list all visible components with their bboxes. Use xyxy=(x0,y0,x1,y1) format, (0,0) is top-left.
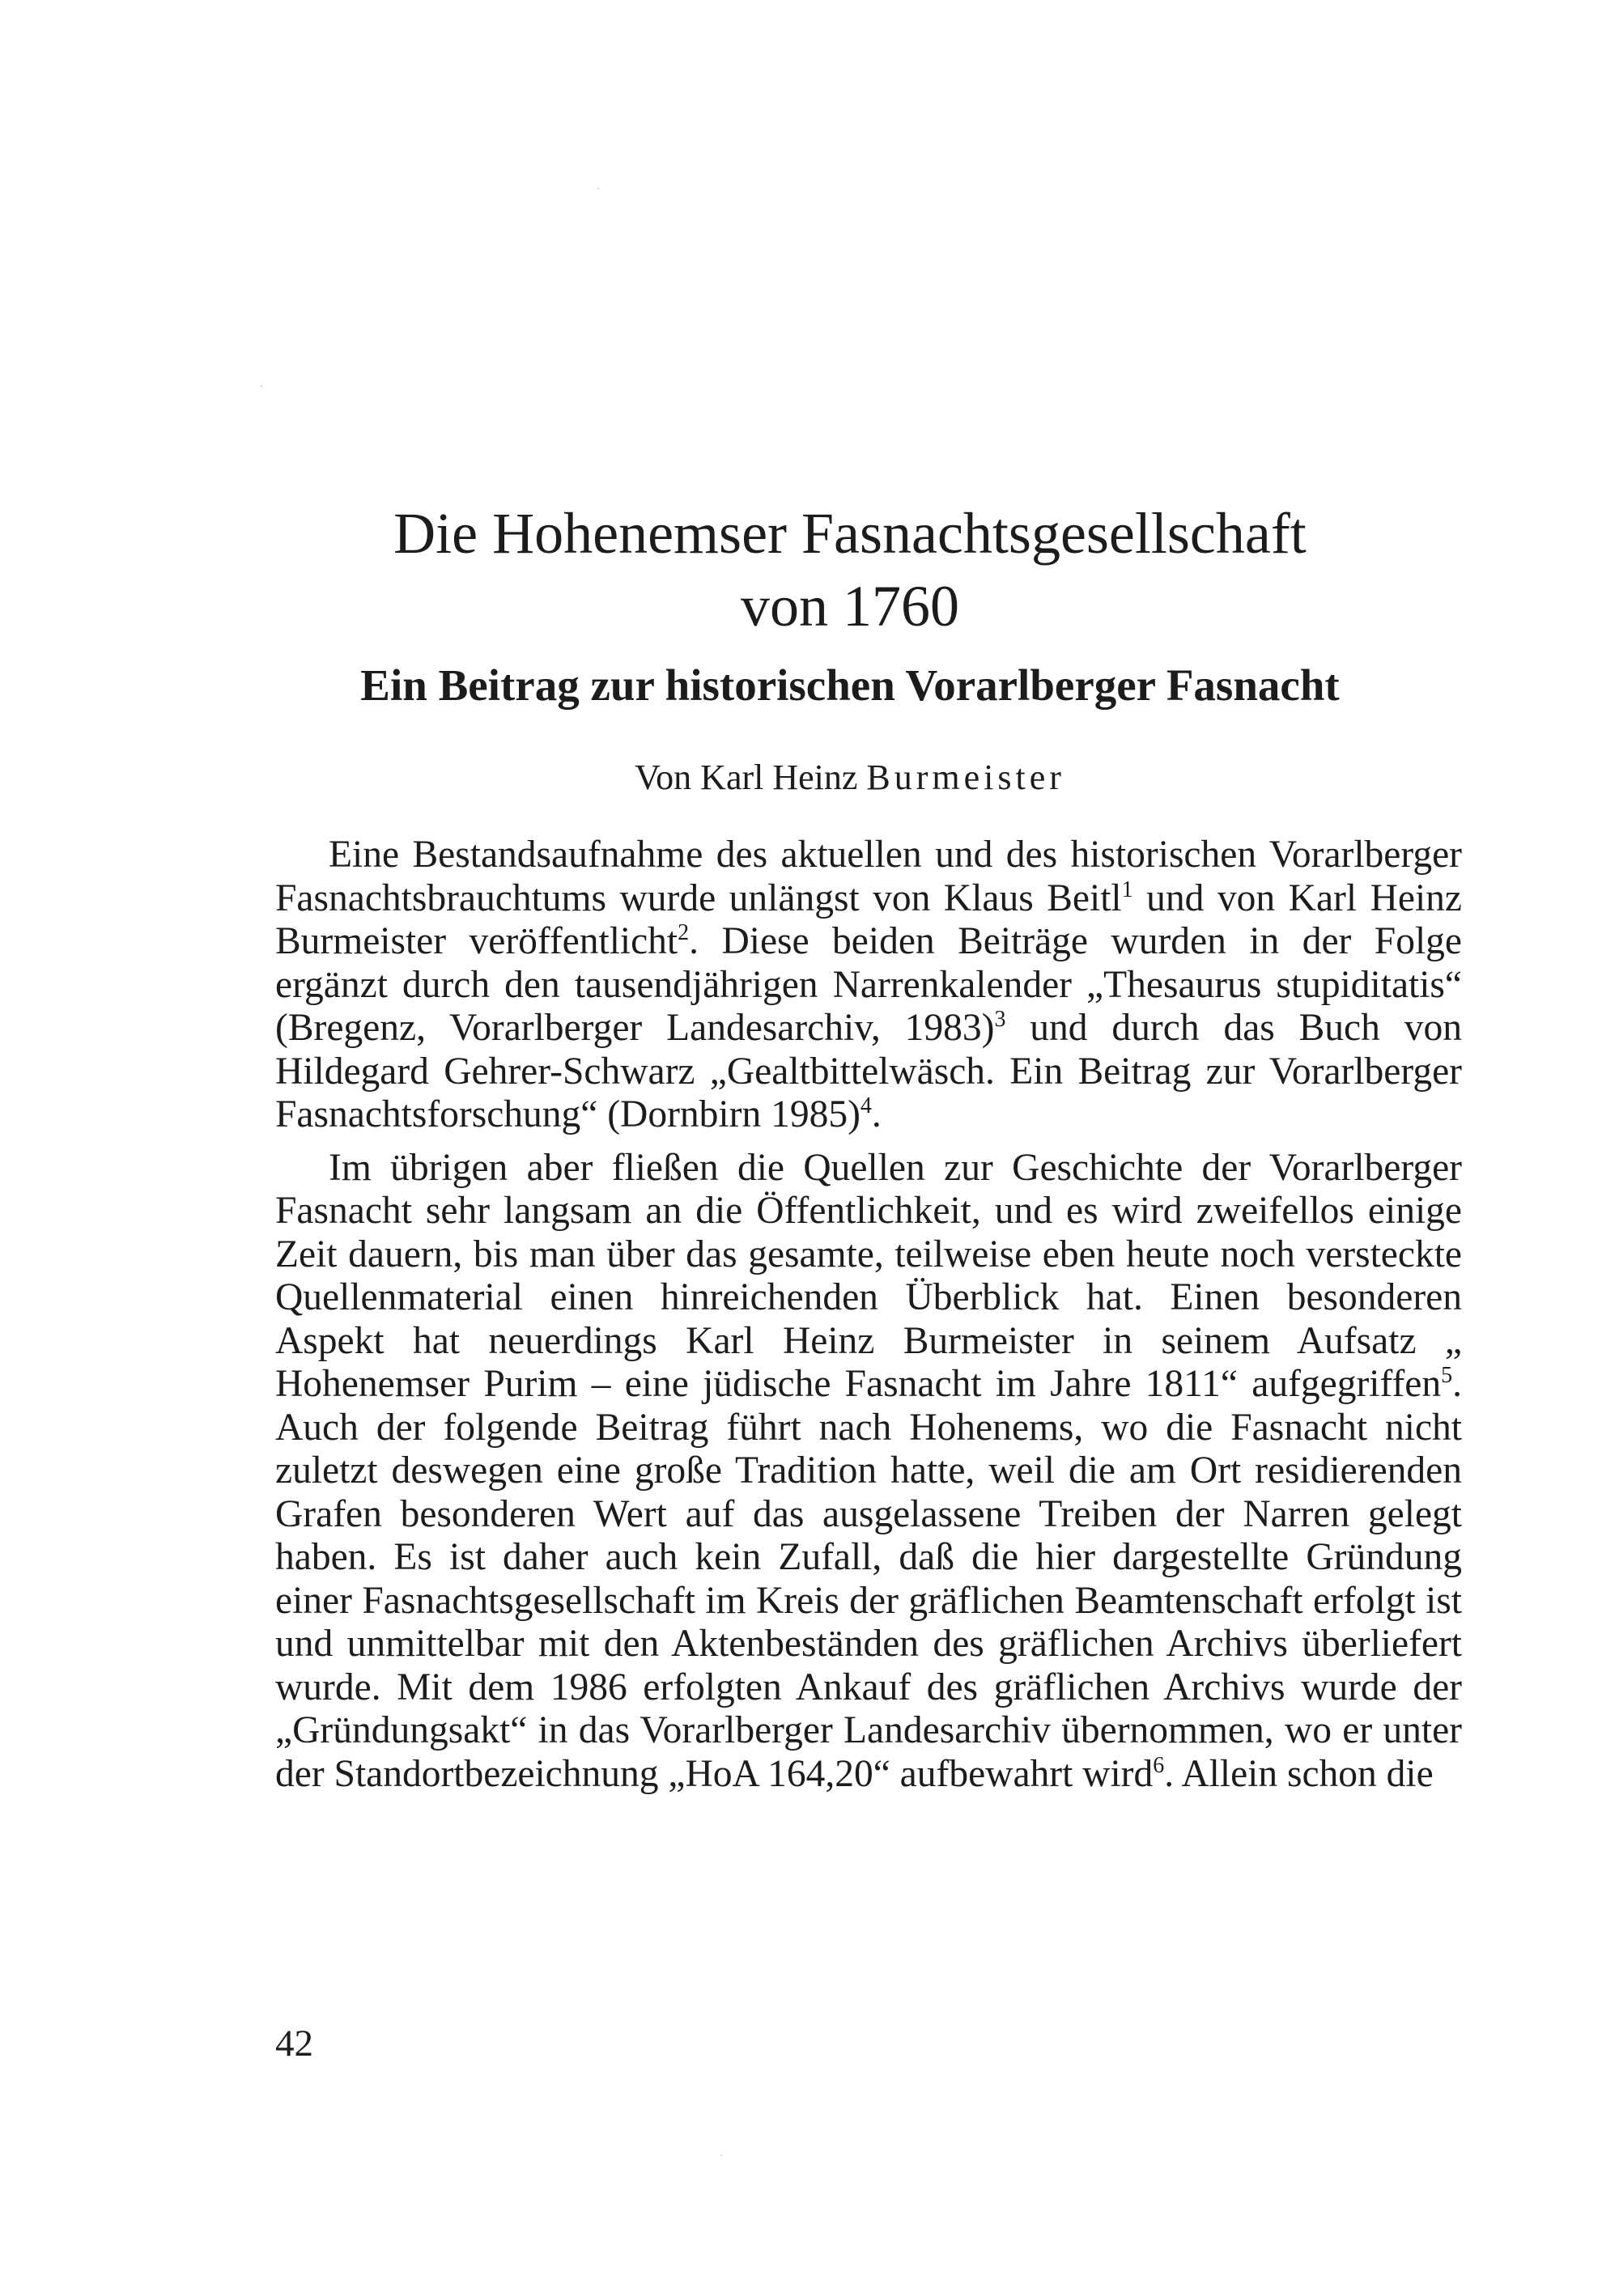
article-body xyxy=(275,834,1462,1796)
paragraph-text: . xyxy=(871,1093,882,1135)
article-byline xyxy=(243,755,1457,800)
paragraph-text: Eine Bestandsaufnahme des aktuellen und des historischen Vorarlberger Fasnachtsbrauchtums wurde unlängst von Klaus Beitl xyxy=(275,834,1462,919)
footnote-marker: 2 xyxy=(678,920,690,946)
footnote-marker: 4 xyxy=(860,1093,872,1119)
scan-speck xyxy=(597,188,599,189)
author-surname: Burmeister xyxy=(866,758,1065,797)
footnote-marker: 3 xyxy=(994,1007,1006,1033)
footnote-marker: 6 xyxy=(1153,1752,1165,1778)
paragraph xyxy=(275,834,1462,1137)
paragraph-text: . Auch der folgende Beitrag führt nach Hohenems, wo die Fasnacht nicht zuletzt deswegen eine große Tradition hatte, weil die am Ort residierenden Grafen besonderen Wert auf das ausgelassene Treiben der Narren gelegt haben. Es ist daher auch kein Zufall, daß die hier dargestellte Gründung einer Fasnachtsgesellschaft im Kreis der gräflichen Beamtenschaft erfolgt ist und unmittelbar mit den Aktenbeständen des gräflichen Archivs überliefert wurde. Mit dem 1986 erfolgten Ankauf des gräflichen Archivs wurde der „Gründungsakt“ in das Vorarlberger Landesarchiv übernommen, wo er unter der Standortbezeichnung „HoA 164,20“ aufbewahrt wird xyxy=(275,1363,1462,1795)
page-number: 42 xyxy=(275,2022,313,2065)
paragraph-text: . Diese beiden Beiträge wurden in der Folge ergänzt durch den tausendjährigen Narrenkalender „Thesaurus stupiditatis“ (Bregenz, Vorarlberger Landesarchiv, 1983) xyxy=(275,920,1462,1049)
paragraph-text: und durch das Buch von Hildegard Gehrer-Schwarz „Gealtbittelwäsch. Ein Beitrag zur Vorarlberger Fasnachtsforschung“ (Dornbirn 1985) xyxy=(275,1007,1463,1135)
paragraph-text: und von Karl Heinz Burmeister veröffentlicht xyxy=(275,876,1462,962)
paragraph xyxy=(275,1147,1462,1797)
footnote-marker: 5 xyxy=(1441,1363,1453,1389)
scan-speck xyxy=(261,385,262,387)
paragraph-text: Im übrigen aber fließen die Quellen zur Geschichte der Vorarlberger Fasnacht sehr langsam an die Öffentlichkeit, und es wird zweifellos einige Zeit dauern, bis man über das gesamte, teilweise eben heute noch versteckte Quellenmaterial einen hinreichenden Überblick hat. Einen besonderen Aspekt hat neuerdings Karl Heinz Burmeister in seinem Aufsatz „ Hohenemser Purim – eine jüdische Fasnacht im Jahre 1811“ aufgegriffen xyxy=(275,1146,1462,1405)
byline-prefix: Von Karl Heinz xyxy=(635,758,867,797)
paragraph-text: . Allein schon die xyxy=(1164,1752,1434,1795)
article-title-line-1: Die Hohenemser Fasnachtsgesellschaft xyxy=(393,501,1307,566)
footnote-marker: 1 xyxy=(1121,876,1133,902)
article-title-line-2: von 1760 xyxy=(741,574,959,639)
scan-speck xyxy=(720,2154,722,2156)
article-subtitle: Ein Beitrag zur historischen Vorarlberger Fasnacht xyxy=(360,660,1340,710)
